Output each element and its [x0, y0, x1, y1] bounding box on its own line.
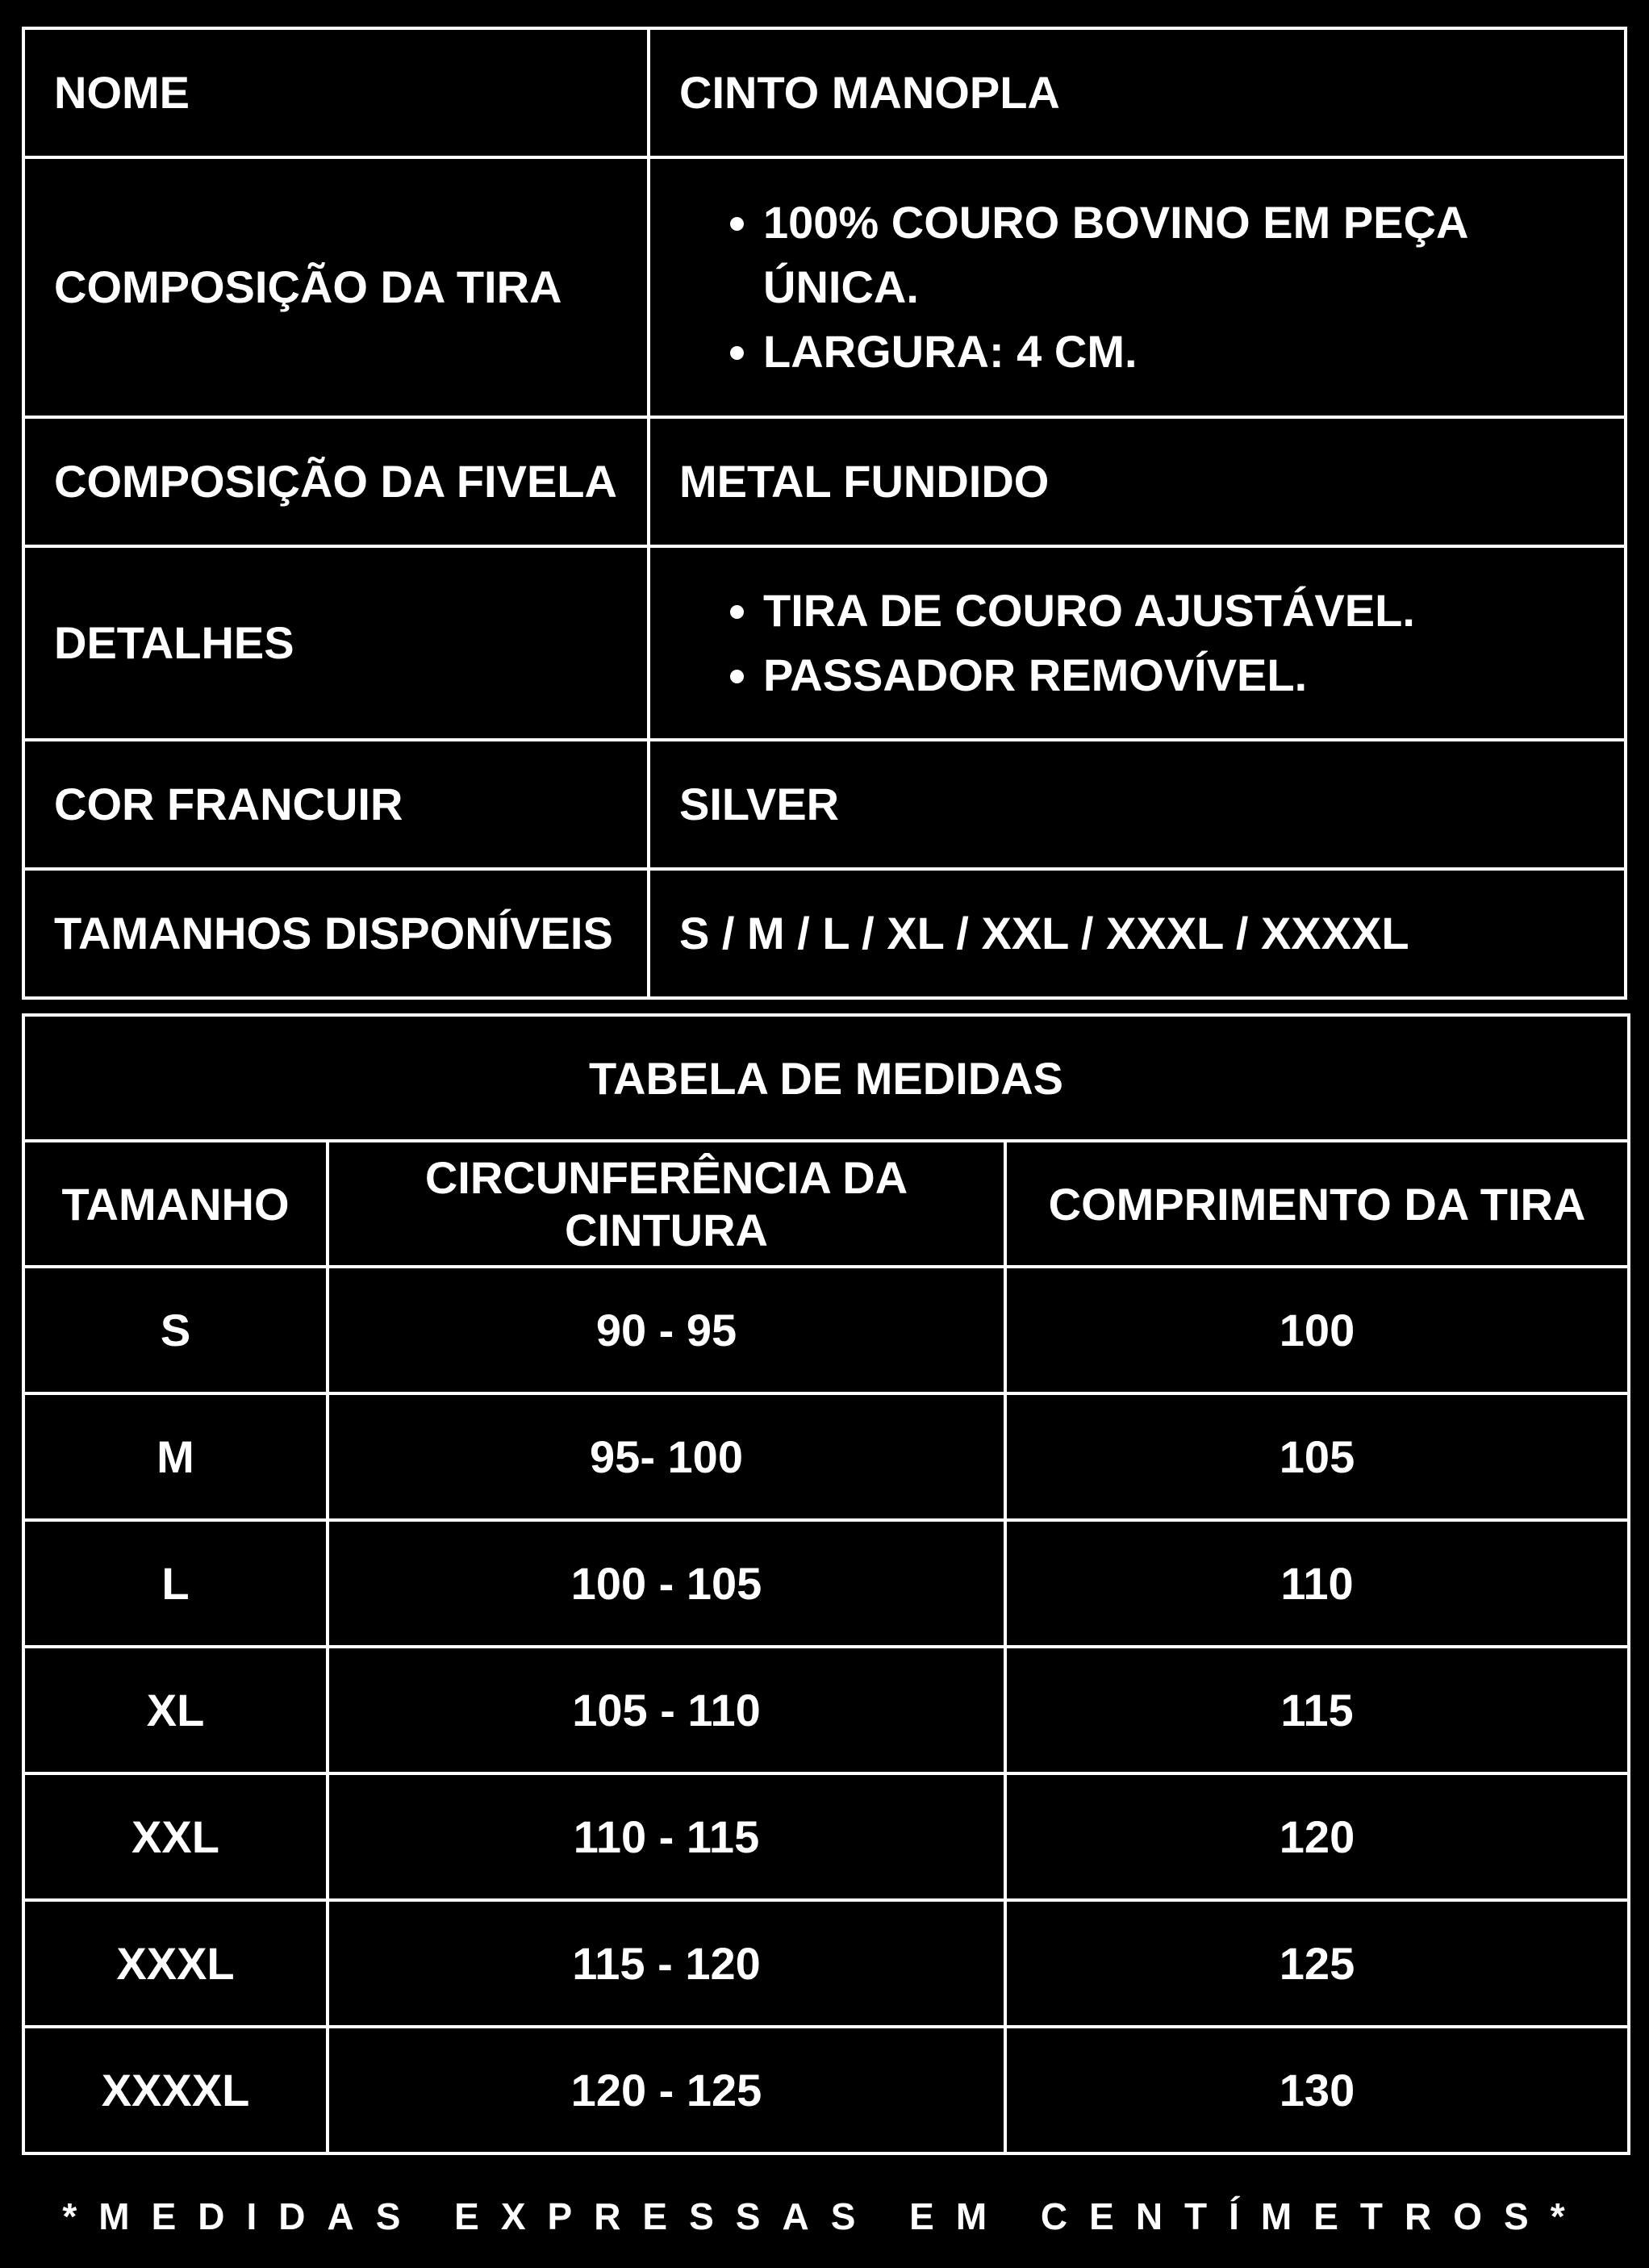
spec-bullet: • LARGURA: 4 CM.	[763, 320, 1624, 384]
table-row	[23, 1900, 1629, 2027]
size-chart-header-row	[23, 1141, 1629, 1267]
waist-cell: 115 - 120	[328, 1900, 1005, 2027]
spec-label: COMPOSIÇÃO DA TIRA	[23, 157, 649, 417]
spec-row-cor	[23, 740, 1626, 869]
length-cell: 105	[1005, 1393, 1629, 1520]
size-cell: XXXXL	[23, 2027, 328, 2153]
size-chart-table	[22, 1013, 1630, 2155]
spec-bullet: • 100% COURO BOVINO EM PEÇA ÚNICA.	[763, 190, 1624, 320]
column-header-tamanho: TAMANHO	[23, 1141, 328, 1267]
waist-cell: 105 - 110	[328, 1647, 1005, 1773]
table-row	[23, 2027, 1629, 2153]
spec-row-composicao-fivela	[23, 417, 1626, 546]
size-cell: XL	[23, 1647, 328, 1773]
size-cell: S	[23, 1267, 328, 1393]
spec-value: METAL FUNDIDO	[649, 417, 1626, 546]
spec-bullet: • TIRA DE COURO AJUSTÁVEL.	[763, 578, 1624, 643]
length-cell: 110	[1005, 1520, 1629, 1647]
table-row	[23, 1773, 1629, 1900]
size-cell: M	[23, 1393, 328, 1520]
spec-row-nome	[23, 28, 1626, 157]
length-cell: 125	[1005, 1900, 1629, 2027]
spec-row-detalhes	[23, 546, 1626, 740]
spec-bullet-list	[679, 578, 1624, 708]
table-row	[23, 1520, 1629, 1647]
spec-value: S / M / L / XL / XXL / XXXL / XXXXL	[649, 869, 1626, 998]
spec-label: TAMANHOS DISPONÍVEIS	[23, 869, 649, 998]
spec-label: COR FRANCUIR	[23, 740, 649, 869]
product-spec-table	[22, 27, 1627, 1000]
spec-value-list-cell	[649, 546, 1626, 740]
length-cell: 115	[1005, 1647, 1629, 1773]
spec-value: SILVER	[649, 740, 1626, 869]
measurements-footnote: *MEDIDAS EXPRESSAS EM CENTÍMETROS*	[62, 2195, 1587, 2237]
spec-row-tamanhos	[23, 869, 1626, 998]
spec-label: COMPOSIÇÃO DA FIVELA	[23, 417, 649, 546]
table-row	[23, 1267, 1629, 1393]
length-cell: 100	[1005, 1267, 1629, 1393]
size-chart-title-row	[23, 1015, 1629, 1141]
length-cell: 120	[1005, 1773, 1629, 1900]
size-cell: XXXL	[23, 1900, 328, 2027]
size-cell: XXL	[23, 1773, 328, 1900]
spec-bullet: • PASSADOR REMOVÍVEL.	[763, 643, 1624, 708]
waist-cell: 110 - 115	[328, 1773, 1005, 1900]
column-header-circunferencia: CIRCUNFERÊNCIA DA CINTURA	[328, 1141, 1005, 1267]
spec-row-composicao-tira	[23, 157, 1626, 417]
size-chart-title: TABELA DE MEDIDAS	[23, 1015, 1629, 1141]
waist-cell: 100 - 105	[328, 1520, 1005, 1647]
spec-label: NOME	[23, 28, 649, 157]
waist-cell: 90 - 95	[328, 1267, 1005, 1393]
spec-value-list-cell	[649, 157, 1626, 417]
length-cell: 130	[1005, 2027, 1629, 2153]
waist-cell: 120 - 125	[328, 2027, 1005, 2153]
spec-value: CINTO MANOPLA	[649, 28, 1626, 157]
spec-bullet-list	[679, 190, 1624, 384]
size-cell: L	[23, 1520, 328, 1647]
table-row	[23, 1393, 1629, 1520]
waist-cell: 95- 100	[328, 1393, 1005, 1520]
column-header-comprimento: COMPRIMENTO DA TIRA	[1005, 1141, 1629, 1267]
spec-label: DETALHES	[23, 546, 649, 740]
table-row	[23, 1647, 1629, 1773]
